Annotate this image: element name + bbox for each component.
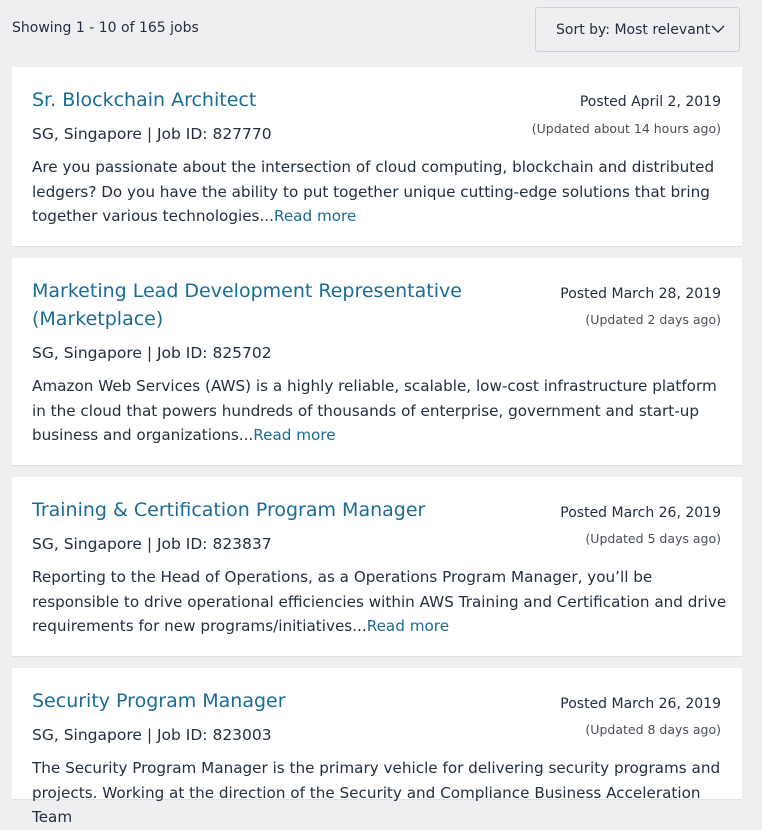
updated-time: (Updated 2 days ago): [585, 312, 721, 327]
job-description: [32, 756, 727, 830]
description-text: Reporting to the Head of Operations, as a Operations Program Manager, you’ll be responsible to drive operational efficiencies within AWS Training and Certification and drive requirements for new programs/initiatives...: [32, 568, 727, 635]
job-location-id: SG, Singapore | Job ID: 825702: [32, 344, 272, 362]
description-text: The Security Program Manager is the primary vehicle for delivering security programs and projects. Working at the direction of the Security and Compliance Business Acceleration Team: [32, 759, 721, 826]
updated-time: (Updated 5 days ago): [585, 531, 721, 546]
updated-time: (Updated 8 days ago): [585, 722, 721, 737]
job-description: [32, 155, 727, 229]
job-title-link[interactable]: Training & Certification Program Manager: [32, 499, 426, 521]
job-card: [12, 67, 742, 246]
job-card: [12, 258, 742, 465]
job-location-id: SG, Singapore | Job ID: 823837: [32, 535, 272, 553]
results-count: Showing 1 - 10 of 165 jobs: [12, 20, 199, 36]
job-title-link[interactable]: Security Program Manager: [32, 690, 286, 712]
job-title-link[interactable]: Sr. Blockchain Architect: [32, 89, 257, 111]
job-title-link[interactable]: Marketing Lead Development Representative (Marketplace): [32, 280, 462, 330]
description-text: Are you passionate about the intersection of cloud computing, blockchain and distributed ledgers? Do you have the ability to put together unique cutting-edge solutions that bring together various technologies...: [32, 158, 715, 225]
job-location-id: SG, Singapore | Job ID: 823003: [32, 726, 272, 744]
job-location-id: SG, Singapore | Job ID: 827770: [32, 125, 272, 143]
posted-date: Posted March 26, 2019: [560, 505, 721, 521]
read-more-link[interactable]: Read more: [366, 617, 450, 635]
job-description: [32, 374, 727, 448]
description-text: Amazon Web Services (AWS) is a highly reliable, scalable, low-cost infrastructure platform in the cloud that powers hundreds of thousands of enterprise, government and start-up business and organizations...: [32, 377, 717, 444]
job-card: [12, 668, 742, 826]
read-more-link[interactable]: Read more: [273, 207, 357, 225]
results-header: [0, 0, 762, 60]
posted-date: Posted March 28, 2019: [560, 286, 721, 302]
updated-time: (Updated about 14 hours ago): [531, 121, 721, 136]
read-more-link[interactable]: Read more: [253, 426, 336, 444]
job-card: [12, 477, 742, 656]
chevron-down-icon: [710, 23, 726, 35]
job-description: [32, 565, 727, 639]
posted-date: Posted April 2, 2019: [579, 94, 721, 110]
sort-dropdown[interactable]: [535, 7, 740, 52]
sort-label: Sort by: Most relevant: [556, 22, 711, 38]
posted-date: Posted March 26, 2019: [560, 696, 721, 712]
